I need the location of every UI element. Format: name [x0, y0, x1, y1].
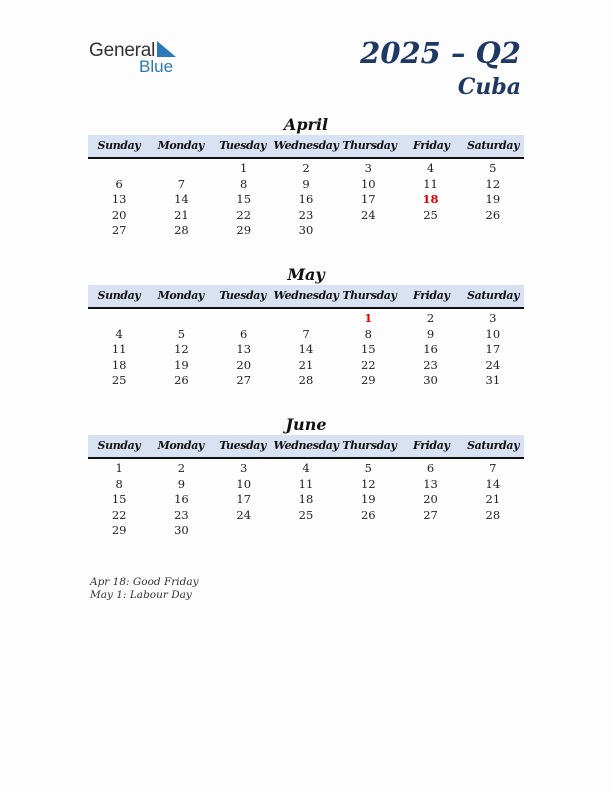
day-cell: 3	[364, 161, 372, 175]
day-cell: 27	[111, 223, 127, 237]
weekday-label: Wednesday	[273, 139, 339, 152]
day-cell: 29	[360, 373, 376, 387]
day-cell: 10	[236, 476, 252, 491]
day-cell: 10	[360, 176, 376, 191]
day-cell: 20	[111, 207, 127, 222]
day-cell: 6	[240, 326, 248, 341]
day-cell: 19	[360, 492, 376, 506]
weekday-label: Friday	[413, 289, 450, 302]
holiday-note: May 1: Labour Day	[90, 589, 192, 601]
day-cell: 15	[360, 342, 376, 356]
day-cell: 8	[364, 326, 372, 341]
weekday-label: Saturday	[467, 289, 520, 302]
month-may	[88, 265, 524, 389]
day-cell: 21	[174, 207, 189, 222]
weekday-label: Friday	[413, 139, 450, 152]
day-cell: 16	[423, 342, 438, 356]
weekday-label: Sunday	[97, 439, 141, 452]
weekday-header	[88, 135, 524, 159]
empty-day-cell	[150, 161, 212, 177]
day-cell: 13	[111, 192, 127, 206]
day-cell: 28	[485, 507, 501, 522]
holiday-notes	[90, 576, 199, 602]
logo-blue-text: Blue	[139, 57, 174, 76]
empty-day-cell	[213, 311, 275, 327]
day-cell: 4	[426, 161, 435, 175]
day-cell: 8	[115, 476, 123, 491]
day-cell: 24	[485, 357, 501, 372]
day-cell: 7	[489, 461, 497, 475]
weekday-label: Wednesday	[273, 289, 339, 302]
day-cell: 19	[174, 357, 189, 372]
day-cell: 14	[485, 476, 501, 491]
day-cell: 30	[174, 523, 189, 537]
day-cell: 18	[111, 357, 127, 372]
day-cell: 11	[111, 342, 127, 356]
weekday-label: Wednesday	[273, 439, 339, 452]
day-cell: 14	[174, 192, 189, 206]
empty-day-cell	[275, 523, 337, 539]
day-cell: 10	[485, 326, 501, 341]
day-cell: 12	[174, 342, 189, 356]
day-cell: 21	[298, 357, 314, 372]
day-cell: 2	[177, 461, 186, 475]
empty-day-cell	[150, 311, 212, 327]
day-cell: 2	[302, 161, 310, 175]
day-cell: 7	[177, 176, 186, 191]
day-cell: 6	[115, 176, 123, 191]
weekday-label: Monday	[157, 439, 204, 452]
month-title: June	[285, 415, 327, 434]
weekday-label: Thursday	[342, 439, 397, 452]
country-title: Cuba	[457, 74, 521, 100]
day-cell: 18	[298, 492, 314, 506]
day-cell: 14	[298, 342, 314, 356]
weekday-label: Friday	[413, 439, 450, 452]
day-cell: 26	[174, 373, 189, 387]
month-april	[88, 115, 524, 239]
empty-day-cell	[399, 523, 461, 539]
day-cell: 5	[489, 161, 497, 175]
empty-day-cell	[337, 223, 399, 239]
weekday-label: Tuesday	[219, 289, 266, 302]
day-cell: 30	[298, 223, 314, 237]
day-grid	[88, 161, 524, 239]
day-cell: 7	[302, 326, 310, 341]
holiday-note: Apr 18: Good Friday	[90, 576, 199, 588]
day-cell: 3	[489, 311, 497, 325]
weekday-label: Tuesday	[219, 139, 266, 152]
day-cell: 19	[485, 192, 501, 206]
day-cell: 22	[360, 357, 376, 372]
day-cell: 29	[236, 223, 252, 237]
day-cell: 23	[174, 507, 189, 522]
logo-general-text: General	[89, 40, 156, 61]
page-title: 2025 – Q2	[360, 36, 521, 70]
weekday-label: Thursday	[342, 289, 397, 302]
day-grid	[88, 461, 524, 539]
day-grid	[88, 311, 524, 389]
day-cell: 20	[236, 357, 252, 372]
day-cell: 8	[240, 176, 248, 191]
day-cell: 23	[423, 357, 438, 372]
weekday-label: Sunday	[97, 139, 141, 152]
day-cell: 1	[364, 311, 373, 325]
day-cell: 31	[485, 373, 501, 387]
weekday-header	[88, 285, 524, 309]
day-cell: 12	[485, 176, 501, 191]
empty-day-cell	[462, 523, 524, 539]
day-cell: 6	[426, 461, 435, 475]
day-cell: 13	[423, 476, 438, 491]
empty-day-cell	[88, 311, 150, 327]
day-cell: 28	[298, 373, 314, 387]
month-june	[88, 415, 524, 539]
weekday-label: Monday	[157, 139, 204, 152]
day-cell: 4	[302, 461, 310, 475]
weekday-label: Saturday	[467, 139, 520, 152]
day-cell: 24	[236, 507, 252, 522]
day-cell: 4	[115, 326, 123, 341]
day-cell: 17	[485, 342, 501, 356]
day-cell: 11	[298, 476, 314, 491]
weekday-label: Sunday	[97, 289, 141, 302]
day-cell: 22	[236, 207, 252, 222]
weekday-label: Monday	[157, 289, 204, 302]
day-cell: 13	[236, 342, 252, 356]
day-cell: 25	[298, 507, 314, 522]
day-cell: 5	[177, 326, 186, 341]
day-cell: 24	[360, 207, 376, 222]
day-cell: 20	[423, 492, 438, 506]
day-cell: 26	[485, 207, 501, 222]
empty-day-cell	[399, 223, 461, 239]
day-cell: 16	[298, 192, 314, 206]
day-cell: 27	[236, 373, 252, 387]
day-cell: 15	[236, 192, 252, 206]
day-cell: 5	[364, 461, 372, 475]
day-cell: 9	[177, 476, 186, 491]
empty-day-cell	[462, 223, 524, 239]
day-cell: 16	[174, 492, 189, 506]
weekday-label: Tuesday	[219, 439, 266, 452]
weekday-label: Saturday	[467, 439, 520, 452]
day-cell: 21	[485, 492, 501, 506]
day-cell: 28	[174, 223, 189, 237]
weekday-header	[88, 435, 524, 459]
day-cell: 11	[423, 176, 438, 191]
day-cell: 9	[302, 176, 310, 191]
day-cell: 17	[236, 492, 252, 506]
empty-day-cell	[337, 523, 399, 539]
day-cell: 1	[240, 161, 248, 175]
month-title: May	[287, 265, 325, 284]
empty-day-cell	[275, 311, 337, 327]
day-cell: 29	[111, 523, 127, 537]
day-cell: 9	[426, 326, 435, 341]
day-cell: 15	[111, 492, 127, 506]
day-cell: 3	[240, 461, 248, 475]
day-cell: 26	[360, 507, 376, 522]
day-cell: 23	[298, 207, 314, 222]
day-cell: 25	[423, 207, 438, 222]
day-cell: 22	[111, 507, 127, 522]
month-title: April	[283, 115, 329, 134]
day-cell: 30	[423, 373, 438, 387]
day-cell: 2	[426, 311, 435, 325]
day-cell: 25	[111, 373, 127, 387]
day-cell: 18	[422, 192, 439, 206]
day-cell: 27	[423, 507, 438, 522]
empty-day-cell	[213, 523, 275, 539]
weekday-label: Thursday	[342, 139, 397, 152]
day-cell: 12	[360, 476, 376, 491]
day-cell: 17	[360, 192, 376, 206]
day-cell: 1	[115, 461, 123, 475]
empty-day-cell	[88, 161, 150, 177]
